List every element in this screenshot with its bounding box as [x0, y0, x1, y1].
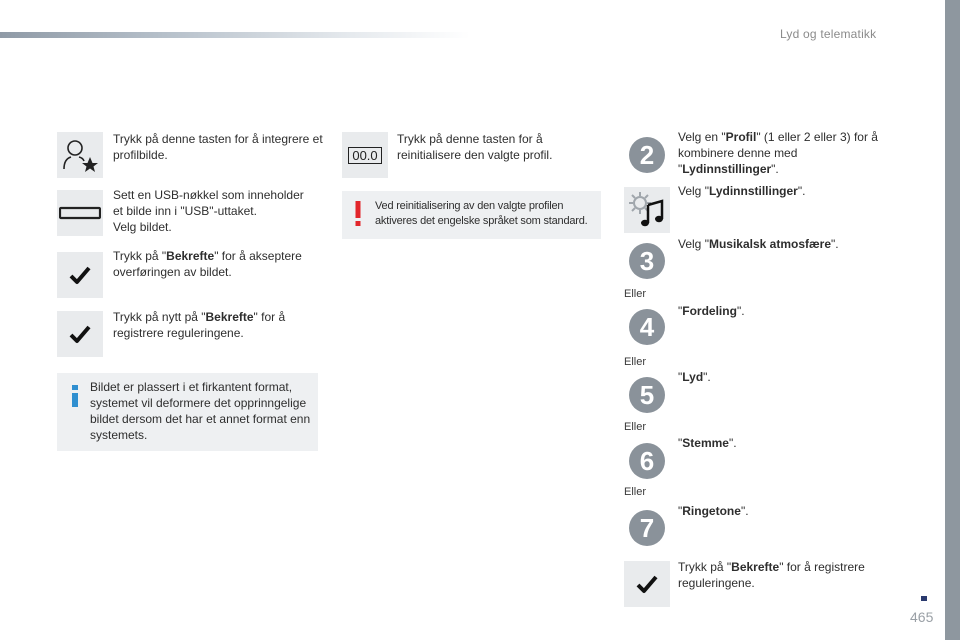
reset-profile-button[interactable] [342, 132, 388, 178]
header-bar [0, 32, 470, 38]
check-icon [636, 574, 658, 594]
text-fragment: ". [740, 504, 749, 518]
text-fragment: ". [728, 436, 737, 450]
bold-term: Lydinnstillinger [682, 162, 772, 176]
text-fragment: Velg " [678, 237, 709, 251]
bold-term: Lyd [682, 370, 704, 384]
confirm-final-button[interactable] [624, 561, 670, 607]
step-distribution [678, 303, 878, 319]
bold-term: Ringetone [682, 504, 741, 518]
step-profile-image: Trykk på denne tasten for å integrere et profilbilde. [113, 132, 323, 162]
step-select-profile [678, 129, 878, 177]
sound-settings-button[interactable] [624, 187, 670, 233]
step-music-atmosphere [678, 236, 878, 252]
text-fragment: Trykk på " [678, 560, 732, 574]
text-fragment: ". [736, 304, 745, 318]
check-icon [69, 324, 91, 344]
bold-term: Bekrefte [166, 249, 215, 263]
warning-icon [354, 201, 362, 227]
text-fragment: " [678, 504, 683, 518]
bold-term: Bekrefte [731, 560, 780, 574]
warning-note-text: Ved reinitialisering av den valgte profilen aktiveres det engelske språket som standard. [375, 200, 588, 227]
step-voice [678, 435, 878, 451]
bold-term: Fordeling [682, 304, 737, 318]
step-usb-insert [113, 187, 323, 235]
info-icon [69, 385, 81, 407]
usb-input-tile [57, 190, 103, 236]
step-confirm-transfer [113, 248, 323, 280]
text-fragment: ". [771, 162, 779, 176]
step-confirm-settings [113, 309, 323, 341]
text-fragment: ". [797, 184, 806, 198]
text-fragment: " [678, 370, 683, 384]
step-sound [678, 369, 878, 385]
text-fragment: Velg " [678, 184, 709, 198]
step-reset-profile: Trykk på denne tasten for å reinitialisere den valgte profil. [397, 132, 553, 162]
info-note [57, 373, 318, 451]
or-label: Eller [624, 288, 647, 300]
profile-star-icon [60, 135, 100, 175]
bold-term: Profil [725, 130, 757, 144]
check-icon [69, 265, 91, 285]
step-number-2: 2 [629, 137, 665, 173]
confirm-image-button[interactable] [57, 252, 103, 298]
page-marker [921, 596, 927, 601]
usb-stick-icon [59, 206, 101, 220]
text-fragment: " [678, 436, 683, 450]
text-fragment: " (1 eller 2 eller 3) for å kombinere denne med " [678, 130, 878, 176]
usb-line-2: et bilde inn i "USB"-uttaket. [113, 204, 257, 218]
bold-term: Musikalsk atmosfære [708, 237, 832, 251]
text-fragment: ". [703, 370, 711, 384]
gear-music-icon [626, 189, 668, 231]
step-number-4: 4 [629, 309, 665, 345]
or-label: Eller [624, 421, 647, 433]
text-fragment: Trykk på nytt på " [113, 310, 206, 324]
confirm-settings-button[interactable] [57, 311, 103, 357]
or-label: Eller [624, 486, 647, 498]
bold-term: Lydinnstillinger [708, 184, 798, 198]
step-number-3: 3 [629, 243, 665, 279]
profile-picture-button[interactable] [57, 132, 103, 178]
step-ringtone [678, 503, 878, 519]
or-label: Eller [624, 356, 647, 368]
text-fragment: ". [831, 237, 839, 251]
bold-term: Bekrefte [205, 310, 254, 324]
usb-line-1: Sett en USB-nøkkel som inneholder [113, 188, 304, 202]
bold-term: Stemme [682, 436, 729, 450]
text-fragment: " for å registrere reguleringene. [113, 310, 286, 340]
step-select-sound-settings [678, 183, 878, 199]
page-edge-bar [945, 0, 960, 640]
step-number-7: 7 [629, 510, 665, 546]
text-fragment: " for å registrere reguleringene. [678, 560, 865, 590]
text-fragment: " [678, 304, 683, 318]
step-confirm-final [678, 559, 888, 591]
info-note-text: Bildet er plassert i et firkantent format, systemet vil deformere det opprinngelige bildet dersom det har et annet format enn systemets. [90, 380, 311, 442]
usb-line-3: Velg bildet. [113, 220, 172, 234]
step-number-5: 5 [629, 377, 665, 413]
text-fragment: Trykk på " [113, 249, 167, 263]
text-fragment: " for å akseptere overføringen av bildet. [113, 249, 302, 279]
text-fragment: Velg en " [678, 130, 726, 144]
page-header-title: Lyd og telematikk [780, 27, 877, 41]
step-number-6: 6 [629, 443, 665, 479]
warning-note [342, 191, 601, 239]
reset-display: 00.0 [348, 147, 381, 164]
page-number: 465 [910, 609, 934, 625]
